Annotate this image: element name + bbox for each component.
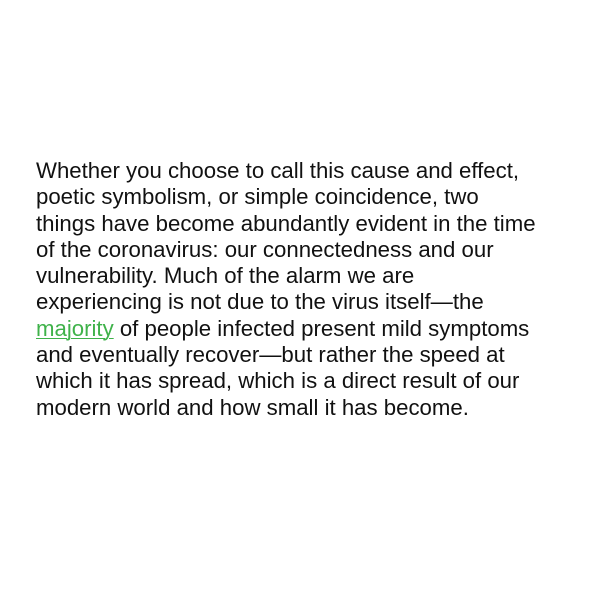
paragraph-line-rest: of people infected present mild symptoms bbox=[113, 315, 530, 341]
paragraph-line: which it has spread, which is a direct result of our bbox=[36, 368, 520, 394]
paragraph-line-with-link bbox=[36, 316, 576, 342]
paragraph-line: Whether you choose to call this cause and effect, bbox=[36, 158, 520, 183]
article-paragraph bbox=[36, 158, 576, 421]
paragraph-line: experiencing is not due to the virus itself—the bbox=[36, 289, 484, 315]
paragraph-line: things have become abundantly evident in the time bbox=[36, 210, 536, 236]
paragraph-line: modern world and how small it has become. bbox=[36, 394, 469, 420]
majority-link[interactable]: majority bbox=[36, 315, 114, 341]
paragraph-line: and eventually recover—but rather the speed at bbox=[36, 342, 505, 368]
paragraph-line: of the coronavirus: our connectedness and our bbox=[36, 236, 494, 262]
paragraph-line: vulnerability. Much of the alarm we are bbox=[36, 263, 415, 289]
paragraph-line: poetic symbolism, or simple coincidence, two bbox=[36, 184, 479, 210]
